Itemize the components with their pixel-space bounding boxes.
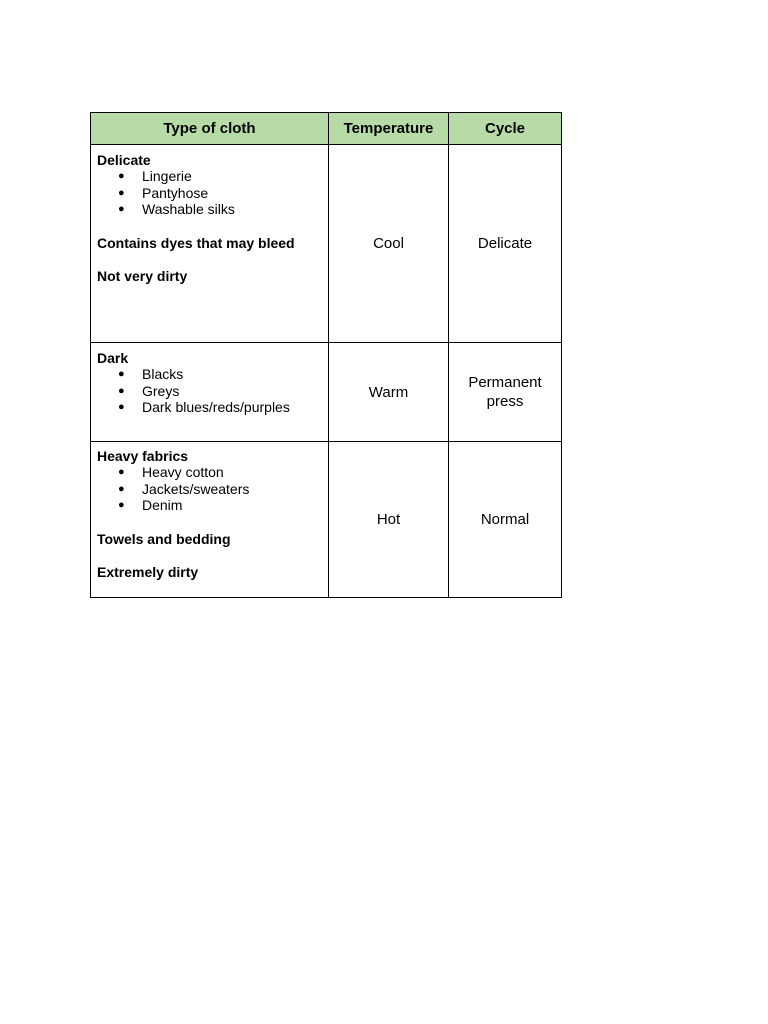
cycle-value xyxy=(468,373,541,411)
list-item: ● Denim xyxy=(118,497,183,513)
bullet-icon: ● xyxy=(118,499,125,511)
temperature-value: Cool xyxy=(373,235,404,252)
category-note: Contains dyes that may bleed xyxy=(97,234,295,251)
list-item: ● Blacks xyxy=(118,366,184,382)
temperature-cell xyxy=(329,343,449,442)
category-note: Extremely dirty xyxy=(97,563,199,580)
type-cell xyxy=(91,343,329,442)
list-item: ● Lingerie xyxy=(118,168,192,184)
table-row xyxy=(91,145,562,343)
temperature-value: Hot xyxy=(376,511,401,528)
bullet-icon: ● xyxy=(118,466,125,478)
bullet-icon: ● xyxy=(118,186,125,199)
cycle-value: Delicate xyxy=(477,235,533,252)
cycle-cell xyxy=(449,145,562,343)
bullet-icon: ● xyxy=(118,203,125,215)
category-title: Dark xyxy=(97,350,129,366)
table-row xyxy=(91,442,562,598)
type-cell xyxy=(91,145,329,343)
table-row xyxy=(91,343,562,442)
header-row xyxy=(91,113,562,145)
cycle-value-line: Permanent xyxy=(468,374,542,391)
list-item: ● Washable silks xyxy=(118,201,235,217)
bullet-icon: ● xyxy=(118,384,125,397)
bullet-icon: ● xyxy=(118,170,125,182)
header-type-of-cloth: Type of cloth xyxy=(91,113,329,145)
list-item: ● Pantyhose xyxy=(118,184,209,201)
header-temperature: Temperature xyxy=(329,113,449,145)
category-note: Towels and bedding xyxy=(97,530,231,547)
bullet-icon: ● xyxy=(118,368,125,380)
item-list xyxy=(97,168,322,218)
cycle-cell xyxy=(449,343,562,442)
list-item: ● Heavy cotton xyxy=(118,464,224,480)
cycle-value: Normal xyxy=(480,511,530,528)
temperature-cell xyxy=(329,145,449,343)
category-title: Delicate xyxy=(97,152,151,168)
bullet-icon: ● xyxy=(118,482,125,495)
header-cycle: Cycle xyxy=(449,113,562,145)
list-item: ● Dark blues/reds/purples xyxy=(118,399,290,415)
temperature-value: Warm xyxy=(368,383,409,401)
type-cell xyxy=(91,442,329,598)
cycle-value-line: press xyxy=(486,393,524,410)
list-item: ● Jackets/sweaters xyxy=(118,480,250,497)
category-note: Not very dirty xyxy=(97,267,188,284)
bullet-icon: ● xyxy=(118,401,125,413)
laundry-guide-table xyxy=(90,112,562,598)
temperature-cell xyxy=(329,442,449,598)
list-item: ● Greys xyxy=(118,382,180,399)
category-title: Heavy fabrics xyxy=(97,448,189,464)
item-list xyxy=(97,464,322,514)
cycle-cell xyxy=(449,442,562,598)
item-list xyxy=(97,366,322,416)
